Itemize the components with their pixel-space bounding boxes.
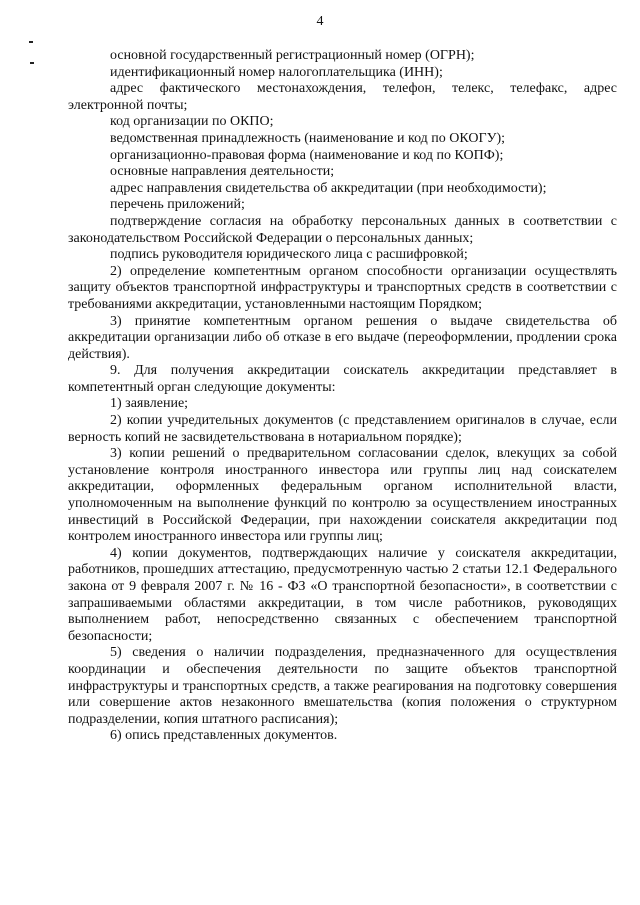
paragraph-inn: идентификационный номер налогоплательщика (ИНН);	[110, 64, 443, 80]
paragraph-doc-5: 5) сведения о наличии подразделения, предназначенного для осуществления координации и обеспечения деятельности по защите объектов транспортной инфраструктуры и транспортных средств, а также реагирования на подготовку совершения или совершение актов незаконного вмешательства (копия положения о структурном подразделении, копия штатного расписания);	[68, 645, 617, 727]
paragraph-ogrn: основной государственный регистрационный номер (ОГРН);	[110, 48, 475, 63]
paragraph-doc-3: 3) копии решений о предварительном согласовании сделок, влекущих за собой установление контроля иностранного инвестора или группы лиц над соискателем аккредитации, оформленных федеральным органом исполнительной власти, уполномоченным на выполнение функций по контролю за осуществлением иностранных инвестиций в Российской Федерации, при нахождении соискателя аккредитации под контролем иностранного инвестора или группы лиц;	[68, 446, 617, 545]
paragraph-okogu: ведомственная принадлежность (наименование и код по ОКОГУ);	[110, 130, 506, 146]
document-body	[68, 48, 617, 745]
paragraph-kopf: организационно-правовая форма (наименование и код по КОПФ);	[110, 147, 504, 163]
scan-mark	[29, 41, 33, 43]
scan-mark	[30, 62, 34, 64]
paragraph-consent: подтверждение согласия на обработку персональных данных в соответствии с законодательством Российской Федерации о персональных данных;	[68, 213, 617, 246]
paragraph-item-2: 2) определение компетентным органом способности организации осуществлять защиту объектов транспортной инфраструктуры и транспортных средств в соответствии с требованиями аккредитации, установленными настоящим Порядком;	[68, 263, 617, 312]
paragraph-item-3: 3) принятие компетентным органом решения о выдаче свидетельства об аккредитации организации либо об отказе в его выдаче (переоформлении, продлении срока действия).	[68, 313, 617, 362]
paragraph-activities: основные направления деятельности;	[110, 164, 335, 180]
paragraph-doc-1: 1) заявление;	[110, 396, 189, 412]
paragraph-section-9: 9. Для получения аккредитации соискатель аккредитации представляет в компетентный орган следующие документы:	[68, 363, 617, 395]
page-number: 4	[316, 14, 324, 29]
paragraph-doc-2: 2) копии учредительных документов (с представлением оригиналов в случае, если верность копий не засвидетельствована в нотариальном порядке);	[68, 413, 617, 445]
paragraph-address: адрес фактического местонахождения, телефон, телекс, телефакс, адрес электронной почты;	[68, 81, 617, 113]
paragraph-delivery-address: адрес направления свидетельства об аккредитации (при необходимости);	[110, 180, 547, 196]
paragraph-doc-4: 4) копии документов, подтверждающих наличие у соискателя аккредитации, работников, прошедших аттестацию, предусмотренную частью 2 статьи 12.1 Федерального закона от 9 февраля 2007 г. № 16 - ФЗ «О транспортной безопасности», в соответствии с запрашиваемыми областями аккредитации, в том числе работников, руководящих выполнением работ, непосредственно связанных с обеспечением транспортной безопасности;	[68, 545, 617, 644]
paragraph-signature: подпись руководителя юридического лица с расшифровкой;	[110, 247, 468, 263]
paragraph-okpo: код организации по ОКПО;	[110, 114, 274, 130]
paragraph-attachments: перечень приложений;	[110, 197, 245, 213]
paragraph-doc-6: 6) опись представленных документов.	[110, 728, 338, 744]
